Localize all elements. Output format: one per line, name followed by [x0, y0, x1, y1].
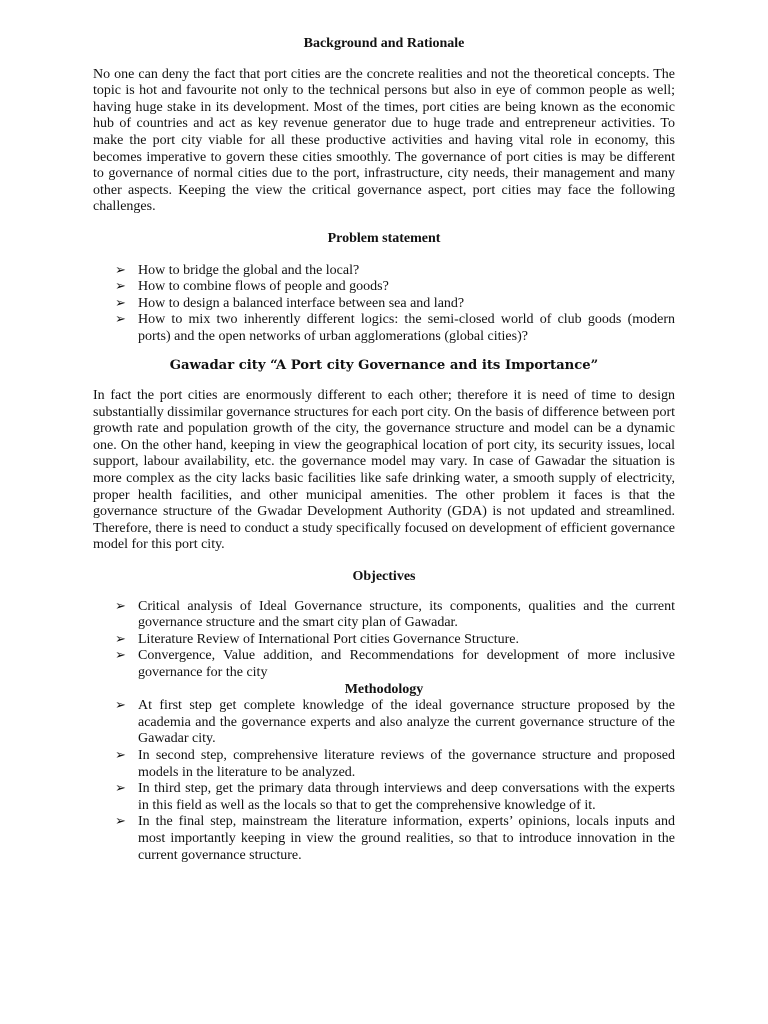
arrow-bullet-icon: ➢	[115, 814, 126, 830]
objectives-heading: Objectives	[352, 569, 416, 585]
list-item-text: At first step get complete knowledge of the ideal governance structure proposed by the academia and the governance experts and also analyze the current governance structure of the Gawadar city.	[138, 698, 675, 747]
list-item	[93, 814, 675, 864]
list-item	[93, 748, 675, 781]
list-item-text: How to mix two inherently different logics: the semi-closed world of club goods (modern ports) and the open networks of urban agglomerations (global cities)?	[138, 312, 675, 344]
arrow-bullet-icon: ➢	[115, 598, 126, 614]
gawadar-heading: Gawadar city “A Port city Governance and its Importance”	[169, 357, 599, 373]
arrow-bullet-icon: ➢	[115, 312, 126, 328]
list-item-text: Critical analysis of Ideal Governance structure, its components, qualities and the current governance structure and the smart city plan of Gawadar.	[138, 598, 675, 631]
list-item	[93, 632, 675, 649]
arrow-bullet-icon: ➢	[115, 279, 126, 295]
list-item	[93, 279, 675, 296]
list-item	[93, 698, 675, 748]
problem-list	[93, 263, 675, 346]
document-page	[93, 36, 675, 864]
arrow-bullet-icon: ➢	[115, 698, 126, 714]
list-item-text: How to combine flows of people and goods?	[138, 279, 389, 295]
arrow-bullet-icon: ➢	[115, 631, 126, 647]
methodology-heading: Methodology	[344, 681, 424, 697]
background-heading: Background and Rationale	[303, 36, 465, 51]
list-item-text: Literature Review of International Port cities Governance Structure.	[138, 631, 519, 647]
list-item-text: In second step, comprehensive literature reviews of the governance structure and proposed models in the literature to be analyzed.	[138, 747, 675, 780]
list-item-text: In the final step, mainstream the literature information, experts’ opinions, locals inputs and most importantly keeping in view the ground realities, so that to introduce innovation in the current governance structure.	[138, 814, 675, 863]
arrow-bullet-icon: ➢	[115, 747, 126, 763]
list-item-text: In third step, get the primary data through interviews and deep conversations with the experts in this field as well as the locals so that to get the comprehensive knowledge of it.	[138, 781, 675, 813]
problem-statement-heading: Problem statement	[327, 230, 441, 246]
arrow-bullet-icon: ➢	[115, 262, 126, 278]
arrow-bullet-icon: ➢	[115, 781, 126, 797]
arrow-bullet-icon: ➢	[115, 648, 126, 664]
list-item	[93, 781, 675, 814]
list-item	[93, 599, 675, 632]
list-item-text: How to design a balanced interface between sea and land?	[138, 295, 465, 311]
arrow-bullet-icon: ➢	[115, 295, 126, 311]
list-item	[93, 296, 675, 313]
list-item-text: Convergence, Value addition, and Recommendations for development of more inclusive governance for the city	[138, 648, 675, 680]
list-item	[93, 648, 675, 681]
objectives-list	[93, 599, 675, 682]
list-item	[93, 263, 675, 280]
methodology-list	[93, 698, 675, 864]
gawadar-paragraph: In fact the port cities are enormously different to each other; therefore it is need of time to design substantially dissimilar governance structures for each port city. On the basis of difference between port growth rate and population growth of the city, the governance structure and model can be a dynamic one. On the other hand, keeping in view the geographical location of port city, its security issues, local support, labour availability, etc. the governance model may vary. In case of Gawadar the situation is more complex as the city lacks basic facilities like safe drinking water, a smooth supply of electricity, proper health facilities, and other municipal amenities. The other problem it faces is that the governance structure of the Gwadar Development Authority (GDA) is not updated and streamlined. Therefore, there is need to conduct a study specifically focused on development of efficient governance model for this port city.	[93, 388, 675, 553]
background-paragraph: No one can deny the fact that port cities are the concrete realities and not the theoretical concepts. The topic is hot and favourite not only to the technical persons but also in eye of common people as well; having huge stake in its development. Most of the times, port cities are being known as the economic hub of countries and act as key revenue generator due to huge trade and entrepreneur activities. To make the port city viable for all these productive activities and having vital role in economy, this becomes imperative to govern these cities smoothly. The governance of port cities is may be different to governance of normal cities due to the port, infrastructure, city needs, their management and many other aspects. Keeping the view the critical governance aspect, port cities may face the following challenges.	[93, 66, 675, 215]
list-item-text: How to bridge the global and the local?	[138, 262, 360, 278]
list-item	[93, 312, 675, 345]
